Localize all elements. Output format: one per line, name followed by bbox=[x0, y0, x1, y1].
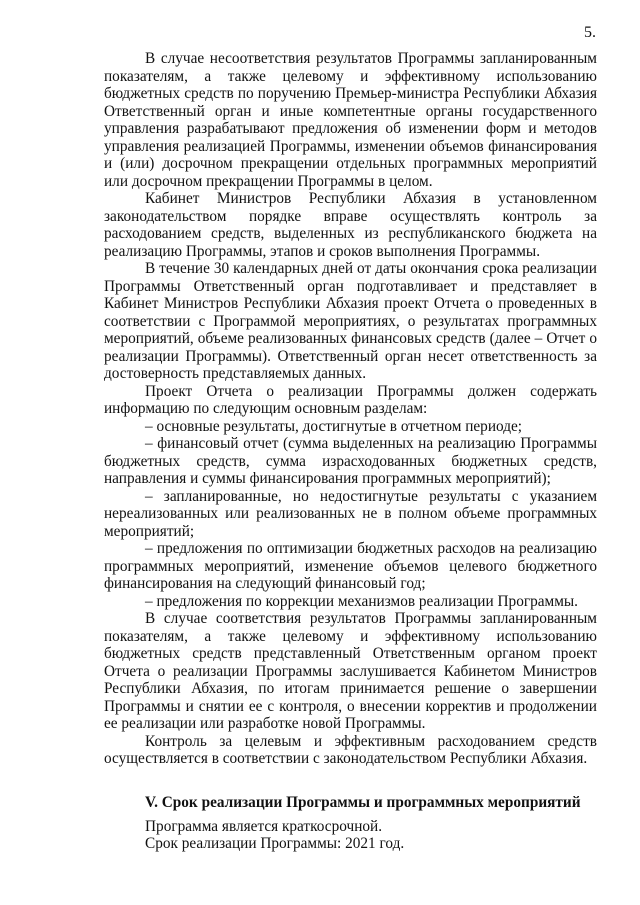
section-line-term: Срок реализации Программы: 2021 год. bbox=[145, 835, 405, 852]
paragraph-conformity: В случае соответствия результатов Программы запланированным показателям, а также целевому и эффективному использованию бюджетных средств представленный Ответственным органом проект Отчета о реализации Программы заслушивается Кабинетом Министров Республики Абхазия, по итогам принимается решение о завершении Программы и снятии ее с контроля, о внесении корректив и продолжении ее реализации или разработке новой Программы. bbox=[104, 610, 597, 732]
document-body bbox=[104, 50, 597, 853]
section-heading: V. Срок реализации Программы и программных мероприятий bbox=[145, 793, 581, 811]
report-item-financial: – финансовый отчет (сумма выделенных на реализацию Программы бюджетных средств, сумма израсходованных бюджетных средств, направления и суммы финансирования программных мероприятий); bbox=[104, 435, 597, 487]
report-item-correction: – предложения по коррекции механизмов реализации Программы. bbox=[145, 592, 579, 610]
paragraph-nonconformity: В случае несоответствия результатов Программы запланированным показателям, а также целевому и эффективному использованию бюджетных средств по поручению Премьер-министра Республики Абхазия Ответственный орган и иные компетентные органы государственного управления разрабатывают предложения об изменении форм и методов управления реализацией Программы, изменении объемов финансирования и (или) досрочном прекращении отдельных программных мероприятий или досрочном прекращении Программы в целом. bbox=[104, 50, 597, 190]
page-number: 5. bbox=[584, 24, 596, 41]
report-item-results: – основные результаты, достигнутые в отчетном периоде; bbox=[145, 417, 523, 435]
section-line-short-term: Программа является краткосрочной. bbox=[145, 817, 383, 835]
report-item-unachieved: – запланированные, но недостигнутые результаты с указанием нереализованных или реализованных не в полном объеме программных мероприятий; bbox=[104, 487, 597, 540]
paragraph-report-deadline: В течение 30 календарных дней от даты окончания срока реализации Программы Ответственный орган подготавливает и представляет в Кабинет Министров Республики Абхазия проект Отчета о проведенных в соответствии с Программой мероприятиях, о результатах программных мероприятий, объеме реализованных финансовых средств (далее – Отчет о реализации Программы). Ответственный орган несет ответственность за достоверность представляемых данных. bbox=[104, 260, 597, 382]
paragraph-control-legislation: Контроль за целевым и эффективным расходованием средств осуществляется в соответствии с законодательством Республики Абхазия. bbox=[104, 732, 597, 767]
report-item-optimization: – предложения по оптимизации бюджетных расходов на реализацию программных мероприятий, изменение объемов целевого бюджетного финансирования на следующий финансовый год; bbox=[104, 540, 597, 592]
paragraph-report-contents: Проект Отчета о реализации Программы должен содержать информацию по следующим основным разделам: bbox=[104, 382, 597, 417]
paragraph-cabinet-control: Кабинет Министров Республики Абхазия в установленном законодательством порядке вправе осуществлять контроль за расходованием средств, выделенных из республиканского бюджета на реализацию Программы, этапов и сроков выполнения Программы. bbox=[104, 190, 597, 260]
